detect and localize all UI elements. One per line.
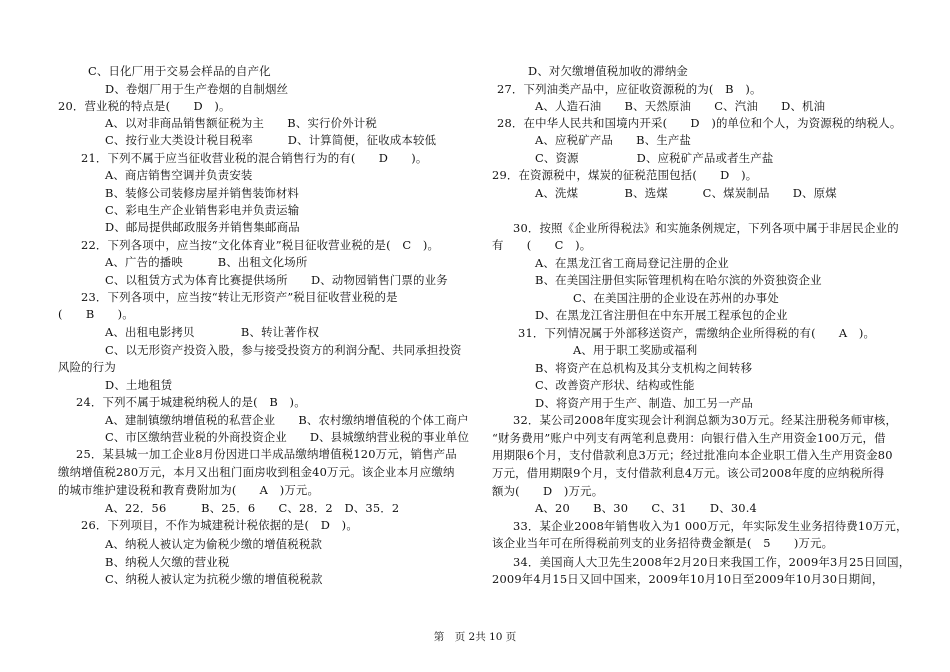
text-line: 缴纳增值税280万元，本月又出租门面房收到租金40万元。该企业本月应缴纳 bbox=[58, 465, 455, 479]
text-line: C、日化厂用于交易会样品的自产化 bbox=[88, 64, 271, 78]
text-line: A、商店销售空调并负责安装 bbox=[105, 168, 253, 182]
text-line: 21．下列不属于应当征收营业税的混合销售行为的有( D )。 bbox=[81, 151, 428, 165]
text-line: A、纳税人被认定为偷税少缴的增值税税款 bbox=[105, 537, 323, 551]
text-line: 27．下列油类产品中，应征收资源税的为( B )。 bbox=[497, 82, 762, 96]
text-line: C、彩电生产企业销售彩电并负责运输 bbox=[105, 203, 300, 217]
text-line: C、以租赁方式为体育比赛提供场所 D、动物园销售门票的业务 bbox=[105, 273, 448, 287]
text-line: C、按行业大类设计税目税率 D、计算简便，征收成本较低 bbox=[105, 133, 437, 147]
text-line: “财务费用”账户中列支有两笔利息费用：向银行借入生产用资金100万元，借 bbox=[492, 431, 886, 445]
text-line: A、在黑龙江省工商局登记注册的企业 bbox=[535, 256, 729, 270]
text-line: C、改善资产形状、结构或性能 bbox=[535, 378, 695, 392]
page-footer: 第 页 2共 10 页 bbox=[433, 631, 517, 643]
text-line: A、出租电影拷贝 B、转让著作权 bbox=[105, 325, 320, 339]
text-line: 风险的行为 bbox=[58, 360, 116, 374]
text-line: C、纳税人被认定为抗税少缴的增值税税款 bbox=[105, 572, 323, 586]
text-line: 24．下列不属于城建税纳税人的是( B )。 bbox=[76, 395, 306, 409]
text-line: A、20 B、30 C、31 D、30.4 bbox=[535, 501, 757, 515]
text-line: A、22．56 B、25．6 C、28．2 D、35．2 bbox=[105, 501, 400, 515]
text-line: 28．在中华人民共和国境内开采( D )的单位和个人，为资源税的纳税人。 bbox=[497, 116, 902, 130]
text-line: 的城市维护建设税和教育费附加为( A )万元。 bbox=[58, 483, 320, 497]
text-line: C、市区缴纳营业税的外商投资企业 D、县城缴纳营业税的事业单位 bbox=[105, 430, 469, 444]
text-line: 33．某企业2008年销售收入为1 000万元，年实际发生业务招待费10万元， bbox=[513, 519, 908, 533]
text-line: 26．下列项目，不作为城建税计税依据的是( D )。 bbox=[81, 518, 358, 532]
text-line: B、将资产在总机构及其分支机构之间转移 bbox=[535, 361, 753, 375]
text-line: C、资源 D、应税矿产品或者生产盐 bbox=[535, 151, 774, 165]
text-line: 25．某县城一加工企业8月份因进口半成品缴纳增值税120万元，销售产品 bbox=[76, 447, 457, 461]
text-line: 该企业当年可在所得税前列支的业务招待费金额是( 5 )万元。 bbox=[492, 536, 834, 550]
text-line: 23．下列各项中，应当按“转让无形资产”税目征收营业税的是 bbox=[81, 290, 398, 304]
text-line: D、将资产用于生产、制造、加工另一产品 bbox=[535, 396, 753, 410]
text-line: 34．美国商人大卫先生2008年2月20日来我国工作，2009年3月25日回国， bbox=[513, 555, 911, 569]
text-line: B、纳税人欠缴的营业税 bbox=[105, 555, 230, 569]
text-line: ( B )。 bbox=[58, 307, 134, 321]
text-line: A、洗煤 B、选煤 C、煤炭制品 D、原煤 bbox=[535, 186, 837, 200]
text-line: A、应税矿产品 B、生产盐 bbox=[535, 133, 692, 147]
text-line: A、广告的播映 B、出租文化场所 bbox=[105, 255, 308, 269]
text-line: D、对欠缴增值税加收的滞纳金 bbox=[528, 64, 689, 78]
text-line: B、装修公司装修房屋并销售装饰材料 bbox=[105, 186, 300, 200]
text-line: A、以对非商品销售额征税为主 B、实行价外计税 bbox=[105, 116, 377, 130]
text-line: D、卷烟厂用于生产卷烟的自制烟丝 bbox=[105, 82, 289, 96]
text-line: 32．某公司2008年度实现会计利润总额为30万元。经某注册税务师审核， bbox=[513, 413, 898, 427]
text-line: D、邮局提供邮政服务并销售集邮商品 bbox=[105, 220, 300, 234]
text-line: D、在黑龙江省注册但在中东开展工程承包的企业 bbox=[535, 308, 788, 322]
text-line: 万元，借用期限9个月，支付借款利息4万元。该公司2008年度的应纳税所得 bbox=[492, 466, 885, 480]
text-line: C、在美国注册的企业设在苏州的办事处 bbox=[573, 291, 779, 305]
text-line: B、在美国注册但实际管理机构在哈尔滨的外资独资企业 bbox=[535, 273, 822, 287]
text-line: 额为( D )万元。 bbox=[492, 484, 604, 498]
text-line: 有 ( C )。 bbox=[492, 238, 592, 252]
text-line: 用期限6个月，支付借款利息3万元；经过批准向本企业职工借入生产用资金80 bbox=[492, 448, 893, 462]
text-line: 2009年4月15日又回中国来，2009年10月10日至2009年10月30日期间， bbox=[492, 572, 884, 586]
text-line: 20．营业税的特点是( D )。 bbox=[58, 99, 231, 113]
text-line: A、用于职工奖励或福利 bbox=[573, 343, 698, 357]
text-line: 31．下列情况属于外部移送资产，需缴纳企业所得税的有( A )。 bbox=[518, 326, 876, 340]
text-line: 30．按照《企业所得税法》和实施条例规定，下列各项中属于非居民企业的 bbox=[513, 221, 899, 235]
text-line: 29．在资源税中，煤炭的征税范围包括( D )。 bbox=[492, 168, 758, 182]
text-line: A、人造石油 B、天然原油 C、汽油 D、机油 bbox=[535, 99, 826, 113]
text-line: 22．下列各项中，应当按“文化体育业”税目征收营业税的是( C )。 bbox=[81, 238, 440, 252]
text-line: C、以无形资产投资入股，参与接受投资方的利润分配、共同承担投资 bbox=[105, 343, 462, 357]
text-line: A、建制镇缴纳增值税的私营企业 B、农村缴纳增值税的个体工商户 bbox=[105, 413, 469, 427]
text-line: D、土地租赁 bbox=[105, 378, 173, 392]
